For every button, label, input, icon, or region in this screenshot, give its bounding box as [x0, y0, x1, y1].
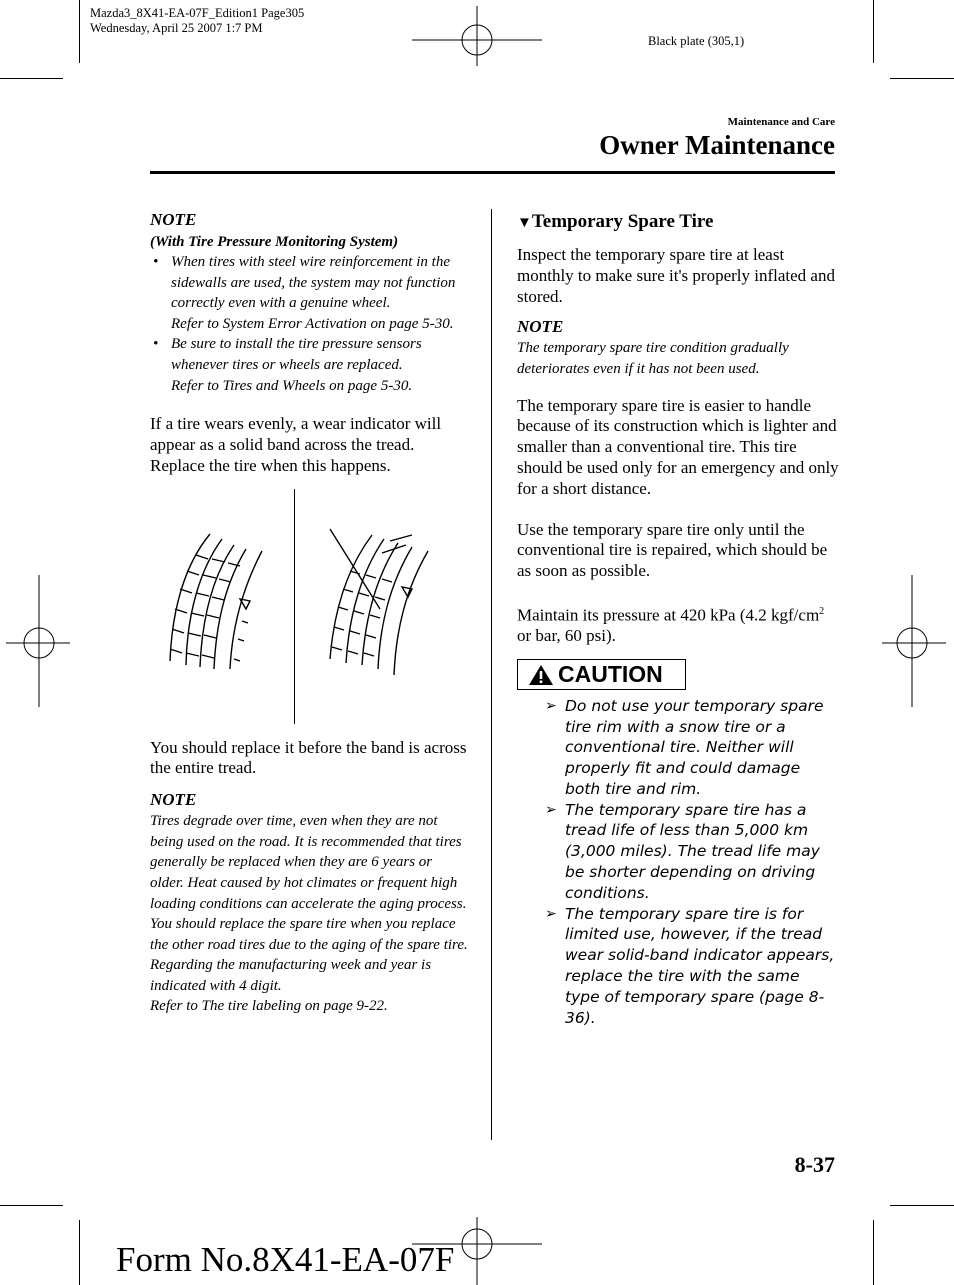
tread-wear-figure [150, 489, 468, 724]
crop-mark [890, 1205, 954, 1206]
note-heading: NOTE [150, 210, 197, 229]
tire-labeling-reference: Refer to The tire labeling on page 9-22. [150, 998, 388, 1015]
note-heading-2: NOTE [150, 790, 197, 810]
caution-label: CAUTION [558, 661, 663, 688]
header-rule [150, 171, 835, 174]
bullet-icon: • [153, 254, 159, 270]
inspect-paragraph: Inspect the temporary spare tire at least monthly to make sure it's properly inflated and stored. [517, 245, 835, 306]
crop-mark [873, 1220, 874, 1285]
form-number: Form No.8X41-EA-07F [116, 1240, 455, 1279]
caution-box [517, 659, 686, 690]
spare-tire-heading-text: Temporary Spare Tire [531, 211, 714, 232]
bullet-text: Be sure to install the tire pressure sensors whenever tires or wheels are replaced. [171, 336, 422, 373]
crop-mark [890, 78, 954, 79]
triangle-down-icon: ▼ [517, 215, 532, 231]
plate-label: Black plate (305,1) [648, 34, 745, 48]
right-column [517, 210, 839, 1028]
note-bullet-item [150, 252, 468, 334]
print-info-line2: Wednesday, April 25 2007 1:7 PM [90, 21, 263, 35]
caution-item [517, 696, 839, 800]
handling-paragraph: The temporary spare tire is easier to handle because of its construction which is lighter and smaller than a conventional tire. This tire should be used only for an emergency and only for a short distance. [517, 395, 839, 498]
page-title: Owner Maintenance [599, 130, 835, 160]
print-info-line1: Mazda3_8X41-EA-07F_Edition1 Page305 [90, 6, 305, 20]
caution-list [517, 696, 839, 1029]
caution-box-wrapper [517, 659, 839, 691]
note-bullet-list [150, 252, 468, 396]
caution-item [517, 904, 839, 1029]
arrow-bullet-icon: ➢ [545, 801, 557, 818]
crop-mark [79, 1220, 80, 1285]
section-label: Maintenance and Care [727, 116, 835, 128]
bullet-text: When tires with steel wire reinforcement in the sidewalls are used, the system may not function correctly even with a genuine wheel. [171, 254, 456, 312]
note-subheading: (With Tire Pressure Monitoring System) [150, 234, 399, 250]
figure-divider [294, 489, 295, 724]
crop-mark [0, 78, 63, 79]
worn-tread-band-illustration [320, 489, 468, 724]
crop-mark [873, 0, 874, 63]
pressure-text-end: or bar, 60 psi). [517, 626, 616, 646]
caution-item-text: Do not use your temporary spare tire rim with a snow tire or a conventional tire. Neither will properly fit and could damage both tire and rim. [565, 696, 824, 798]
registration-mark-top [412, 6, 542, 66]
arrow-bullet-icon: ➢ [545, 697, 557, 714]
replace-paragraph: Replace the tire when this happens. [150, 455, 391, 475]
usage-paragraph: Use the temporary spare tire only until the conventional tire is repaired, which should be as soon as possible. [517, 519, 828, 581]
spare-tire-heading [517, 210, 839, 235]
replace-before-paragraph: You should replace it before the band is across the entire tread. [150, 737, 467, 778]
tire-aging-note: Tires degrade over time, even when they are not being used on the road. It is recommended that tires generally be replaced when they are 6 years or older. Heat caused by hot climates or frequent high loading conditions can accelerate the aging process. You should replace the spare tire when you replace the other road tires due to the aging of the spare tire. Regarding the manufacturing week and year is indicated with 4 digit. [150, 813, 468, 994]
pressure-paragraph [517, 602, 839, 647]
caution-item [517, 800, 839, 904]
column-divider [491, 209, 492, 1140]
page-number: 8-37 [794, 1152, 835, 1177]
pressure-superscript: 2 [819, 605, 825, 617]
bullet-reference: Refer to Tires and Wheels on page 5-30. [171, 377, 413, 394]
warning-triangle-icon [528, 664, 554, 686]
registration-mark-left [6, 575, 70, 707]
note-bullet-item [150, 334, 468, 396]
pressure-text: Maintain its pressure at 420 kPa (4.2 kgf/cm [517, 605, 820, 625]
print-info [90, 6, 304, 36]
wear-indicator-paragraph: If a tire wears evenly, a wear indicator will appear as a solid band across the tread. [150, 414, 442, 454]
registration-mark-right [882, 575, 946, 707]
arrow-bullet-icon: ➢ [545, 905, 557, 922]
left-column [150, 210, 468, 1017]
caution-item-text: The temporary spare tire is for limited use, however, if the tread wear solid-band indicator appears, replace the tire with the same type of temporary spare (page 8-36). [565, 904, 835, 1027]
spare-condition-note: The temporary spare tire condition gradually deteriorates even if it has not been used. [517, 340, 789, 377]
note-heading-3: NOTE [517, 317, 564, 337]
worn-tread-illustration [150, 489, 290, 724]
bullet-reference: Refer to System Error Activation on page 5-30. [171, 315, 454, 332]
crop-mark [79, 0, 80, 63]
bullet-icon: • [153, 336, 159, 353]
crop-mark [0, 1205, 63, 1206]
caution-item-text: The temporary spare tire has a tread life of less than 5,000 km (3,000 miles). The tread life may be shorter depending on driving conditions. [565, 800, 820, 902]
